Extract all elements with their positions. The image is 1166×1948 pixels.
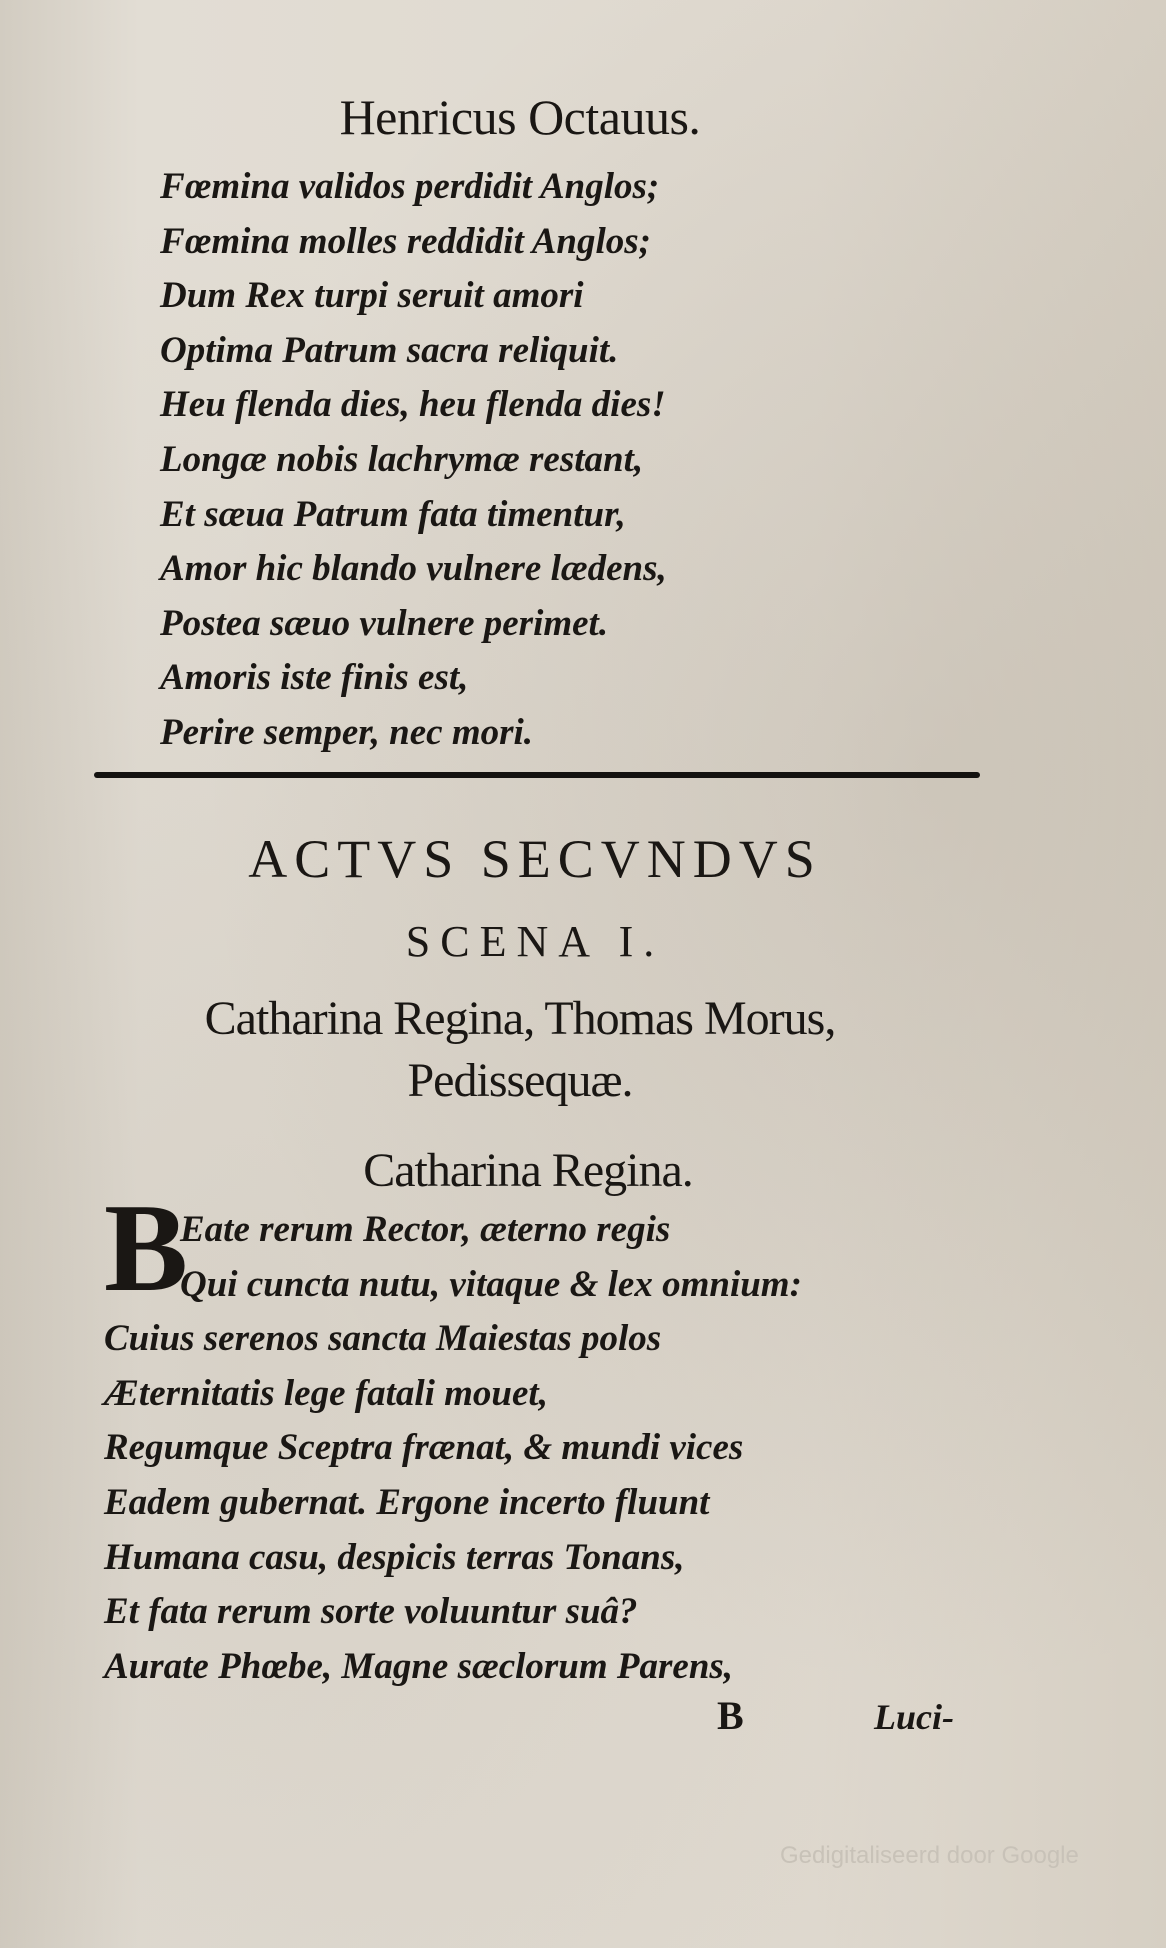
verse-line: Humana casu, despicis terras Tonans, [104, 1536, 685, 1578]
catchword: Luci- [874, 1697, 954, 1737]
verse-line: Qui cuncta nutu, vitaque & lex omnium: [180, 1263, 802, 1305]
persons-line: Catharina Regina, Thomas Morus, [204, 992, 836, 1045]
verse-line: Perire semper, nec mori. [160, 711, 534, 753]
verse-line: Fœmina validos perdidit Anglos; [160, 166, 660, 207]
scene-title: SCENA I. [405, 917, 665, 966]
chorus-verse [160, 160, 667, 761]
persons-line: Pedissequæ. [407, 1054, 633, 1107]
verse-line: Aurate Phœbe, Magne sæclorum Parens, [104, 1645, 734, 1687]
section-divider [94, 772, 980, 778]
verse-line: Dum Rex turpi seruit amori [160, 275, 584, 317]
verse-line: Æternitatis lege fatali mouet, [104, 1372, 548, 1414]
drop-cap: B [104, 1179, 189, 1318]
signature-mark: B [717, 1693, 744, 1738]
verse-line: Optima Patrum sacra reliquit. [160, 329, 619, 371]
verse-line: Fœmina molles reddidit Anglos; [160, 220, 651, 262]
verse-line: Regumque Sceptra frænat, & mundi vices [104, 1427, 744, 1469]
verse-line: Et fata rerum sorte voluuntur suâ? [104, 1591, 638, 1633]
verse-line: Amor hic blando vulnere lædens, [160, 548, 667, 590]
page-footer [0, 1692, 1000, 1752]
speech-verse [104, 1203, 802, 1694]
act-title: ACTVS SECVNDVS [248, 829, 822, 889]
speaker-name: Catharina Regina. [363, 1144, 693, 1197]
verse-line: Eadem gubernat. Ergone incerto fluunt [104, 1481, 710, 1523]
dramatis-personae [80, 988, 960, 1112]
verse-line: Postea sæuo vulnere perimet. [160, 602, 609, 644]
verse-line: Eate rerum Rector, æterno regis [180, 1209, 671, 1250]
verse-line: Amoris iste finis est, [160, 657, 469, 699]
verse-line: Cuius serenos sancta Maiestas polos [104, 1318, 662, 1360]
verse-line: Heu flenda dies, heu flenda dies! [160, 384, 666, 426]
verse-line: Longæ nobis lachrymæ restant, [160, 438, 644, 480]
verse-line: Et sæua Patrum fata timentur, [160, 493, 626, 535]
running-head: Henricus Octauus. [339, 89, 701, 145]
digitization-watermark: Gedigitaliseerd door Google [780, 1842, 1079, 1869]
